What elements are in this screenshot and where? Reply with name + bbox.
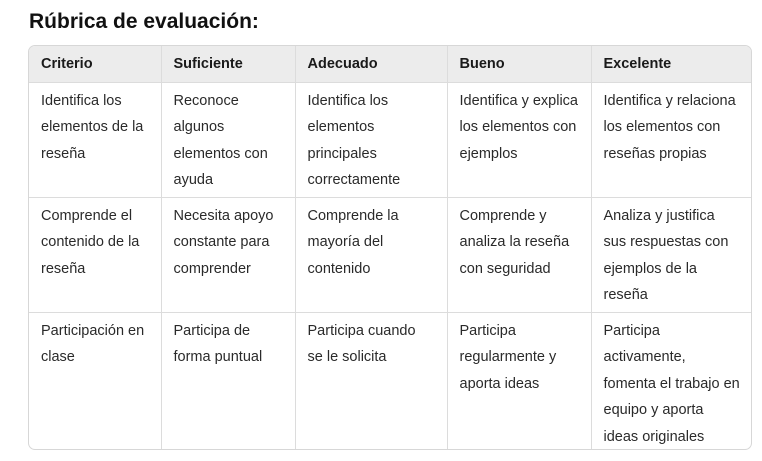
table-cell: Comprende y analiza la reseña con seguridad [447,197,591,312]
table-row [29,82,752,197]
rubric-table [29,46,752,450]
table-cell: Participa regularmente y aporta ideas [447,312,591,450]
table-cell: Analiza y justifica sus respuestas con ejemplos de la reseña [591,197,752,312]
header-suficiente: Suficiente [161,46,295,82]
rubric-table-container [28,45,752,450]
table-cell: Participa activamente, fomenta el trabajo en equipo y aporta ideas originales [603,322,740,445]
table-cell: Necesita apoyo constante para comprender [161,197,295,312]
table-row [29,197,752,312]
table-cell: Reconoce algunos elementos con ayuda [161,82,295,197]
header-excelente: Excelente [591,46,752,82]
table-cell: Participa de forma puntual [161,312,295,450]
header-bueno: Bueno [447,46,591,82]
table-cell: Identifica los elementos de la reseña [29,82,161,197]
page-title: Rúbrica de evaluación: [29,10,259,33]
table-cell: Identifica y relaciona los elementos con reseñas propias [591,82,752,197]
header-adecuado: Adecuado [295,46,447,82]
table-cell: Participa cuando se le solicita [295,312,447,450]
table-cell: Participación en clase [29,312,161,450]
table-row [29,312,752,450]
table-cell: Identifica y explica los elementos con ejemplos [447,82,591,197]
table-cell: Comprende la mayoría del contenido [295,197,447,312]
table-cell: Comprende el contenido de la reseña [29,197,161,312]
table-cell: Identifica los elementos principales correctamente [295,82,447,197]
header-criterio: Criterio [29,46,161,82]
table-header-row [29,46,752,82]
